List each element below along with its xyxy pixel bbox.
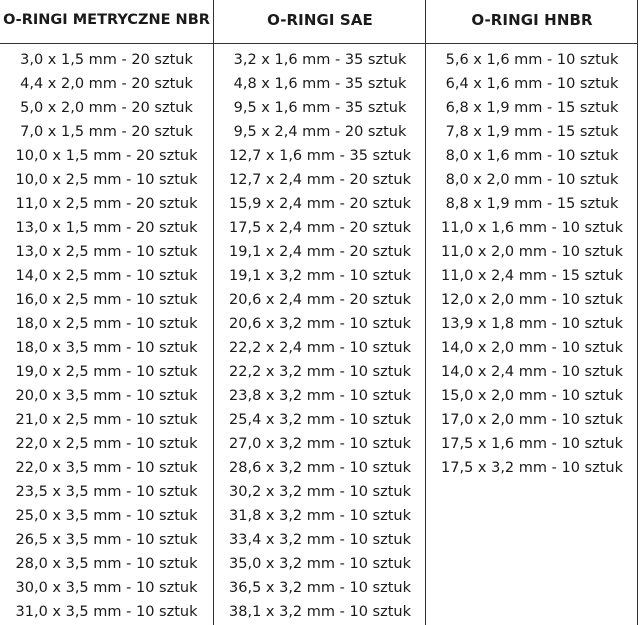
size-entry: 38,1 x 3,2 mm - 10 sztuk [229, 604, 411, 620]
size-entry: 8,0 x 1,6 mm - 10 sztuk [445, 148, 619, 164]
size-entry: 15,9 x 2,4 mm - 20 sztuk [229, 196, 411, 212]
size-entry: 14,0 x 2,0 mm - 10 sztuk [441, 340, 623, 356]
size-entry: 18,0 x 2,5 mm - 10 sztuk [15, 316, 198, 332]
column-header: O-RINGI HNBR [426, 0, 638, 44]
size-entry: 31,8 x 3,2 mm - 10 sztuk [229, 508, 411, 524]
column-metric-nbr [0, 0, 213, 625]
size-entry: 9,5 x 1,6 mm - 35 sztuk [233, 100, 407, 116]
column-header: O-RINGI METRYCZNE NBR [0, 0, 213, 44]
size-entry: 19,0 x 2,5 mm - 10 sztuk [15, 364, 198, 380]
size-entry: 21,0 x 2,5 mm - 10 sztuk [15, 412, 198, 428]
size-entry: 26,5 x 3,5 mm - 10 sztuk [15, 532, 198, 548]
size-entry: 6,8 x 1,9 mm - 15 sztuk [445, 100, 619, 116]
size-entry: 35,0 x 3,2 mm - 10 sztuk [229, 556, 411, 572]
size-entry: 7,8 x 1,9 mm - 15 sztuk [445, 124, 619, 140]
size-entry: 19,1 x 2,4 mm - 20 sztuk [229, 244, 411, 260]
size-entry: 12,7 x 2,4 mm - 20 sztuk [229, 172, 411, 188]
size-entry: 11,0 x 2,0 mm - 10 sztuk [441, 244, 623, 260]
size-entry: 25,4 x 3,2 mm - 10 sztuk [229, 412, 411, 428]
size-entry: 17,5 x 3,2 mm - 10 sztuk [441, 460, 623, 476]
size-entry: 12,0 x 2,0 mm - 10 sztuk [441, 292, 623, 308]
size-entry: 23,8 x 3,2 mm - 10 sztuk [229, 388, 411, 404]
size-entry: 3,0 x 1,5 mm - 20 sztuk [20, 52, 193, 68]
size-entry: 22,0 x 3,5 mm - 10 sztuk [15, 460, 198, 476]
table-border [637, 0, 638, 625]
size-entry: 33,4 x 3,2 mm - 10 sztuk [229, 532, 411, 548]
size-entry: 14,0 x 2,5 mm - 10 sztuk [15, 268, 198, 284]
size-entry: 17,0 x 2,0 mm - 10 sztuk [441, 412, 623, 428]
size-entry: 20,0 x 3,5 mm - 10 sztuk [15, 388, 198, 404]
size-entry: 6,4 x 1,6 mm - 10 sztuk [445, 76, 619, 92]
size-entry: 17,5 x 1,6 mm - 10 sztuk [441, 436, 623, 452]
size-entry: 25,0 x 3,5 mm - 10 sztuk [15, 508, 198, 524]
column-hnbr [425, 0, 638, 625]
size-entry: 36,5 x 3,2 mm - 10 sztuk [229, 580, 411, 596]
size-entry: 28,0 x 3,5 mm - 10 sztuk [15, 556, 198, 572]
size-entry: 4,8 x 1,6 mm - 35 sztuk [233, 76, 407, 92]
size-list [214, 44, 426, 624]
size-entry: 12,7 x 1,6 mm - 35 sztuk [229, 148, 411, 164]
size-entry: 23,5 x 3,5 mm - 10 sztuk [15, 484, 198, 500]
size-entry: 10,0 x 2,5 mm - 10 sztuk [15, 172, 198, 188]
column-sae [213, 0, 426, 625]
size-entry: 22,2 x 2,4 mm - 10 sztuk [229, 340, 411, 356]
size-list [426, 44, 638, 480]
size-entry: 7,0 x 1,5 mm - 20 sztuk [20, 124, 193, 140]
size-entry: 4,4 x 2,0 mm - 20 sztuk [20, 76, 193, 92]
size-entry: 5,0 x 2,0 mm - 20 sztuk [20, 100, 193, 116]
size-entry: 10,0 x 1,5 mm - 20 sztuk [15, 148, 198, 164]
column-header: O-RINGI SAE [214, 0, 426, 44]
size-entry: 22,0 x 2,5 mm - 10 sztuk [15, 436, 198, 452]
size-entry: 30,2 x 3,2 mm - 10 sztuk [229, 484, 411, 500]
size-entry: 22,2 x 3,2 mm - 10 sztuk [229, 364, 411, 380]
size-entry: 13,9 x 1,8 mm - 10 sztuk [441, 316, 623, 332]
size-entry: 5,6 x 1,6 mm - 10 sztuk [445, 52, 619, 68]
size-list [0, 44, 213, 624]
size-entry: 28,6 x 3,2 mm - 10 sztuk [229, 460, 411, 476]
size-entry: 20,6 x 3,2 mm - 10 sztuk [229, 316, 411, 332]
size-entry: 9,5 x 2,4 mm - 20 sztuk [233, 124, 407, 140]
size-entry: 13,0 x 1,5 mm - 20 sztuk [15, 220, 198, 236]
size-entry: 8,0 x 2,0 mm - 10 sztuk [445, 172, 619, 188]
size-entry: 11,0 x 2,4 mm - 15 sztuk [441, 268, 623, 284]
size-entry: 27,0 x 3,2 mm - 10 sztuk [229, 436, 411, 452]
size-entry: 11,0 x 1,6 mm - 10 sztuk [441, 220, 623, 236]
size-entry: 20,6 x 2,4 mm - 20 sztuk [229, 292, 411, 308]
size-entry: 13,0 x 2,5 mm - 10 sztuk [15, 244, 198, 260]
size-entry: 14,0 x 2,4 mm - 10 sztuk [441, 364, 623, 380]
size-entry: 8,8 x 1,9 mm - 15 sztuk [445, 196, 619, 212]
size-entry: 11,0 x 2,5 mm - 20 sztuk [15, 196, 198, 212]
size-entry: 16,0 x 2,5 mm - 10 sztuk [15, 292, 198, 308]
size-entry: 3,2 x 1,6 mm - 35 sztuk [233, 52, 407, 68]
size-entry: 30,0 x 3,5 mm - 10 sztuk [15, 580, 198, 596]
size-entry: 31,0 x 3,5 mm - 10 sztuk [15, 604, 198, 620]
size-entry: 19,1 x 3,2 mm - 10 sztuk [229, 268, 411, 284]
size-entry: 18,0 x 3,5 mm - 10 sztuk [15, 340, 198, 356]
size-entry: 17,5 x 2,4 mm - 20 sztuk [229, 220, 411, 236]
size-entry: 15,0 x 2,0 mm - 10 sztuk [441, 388, 623, 404]
